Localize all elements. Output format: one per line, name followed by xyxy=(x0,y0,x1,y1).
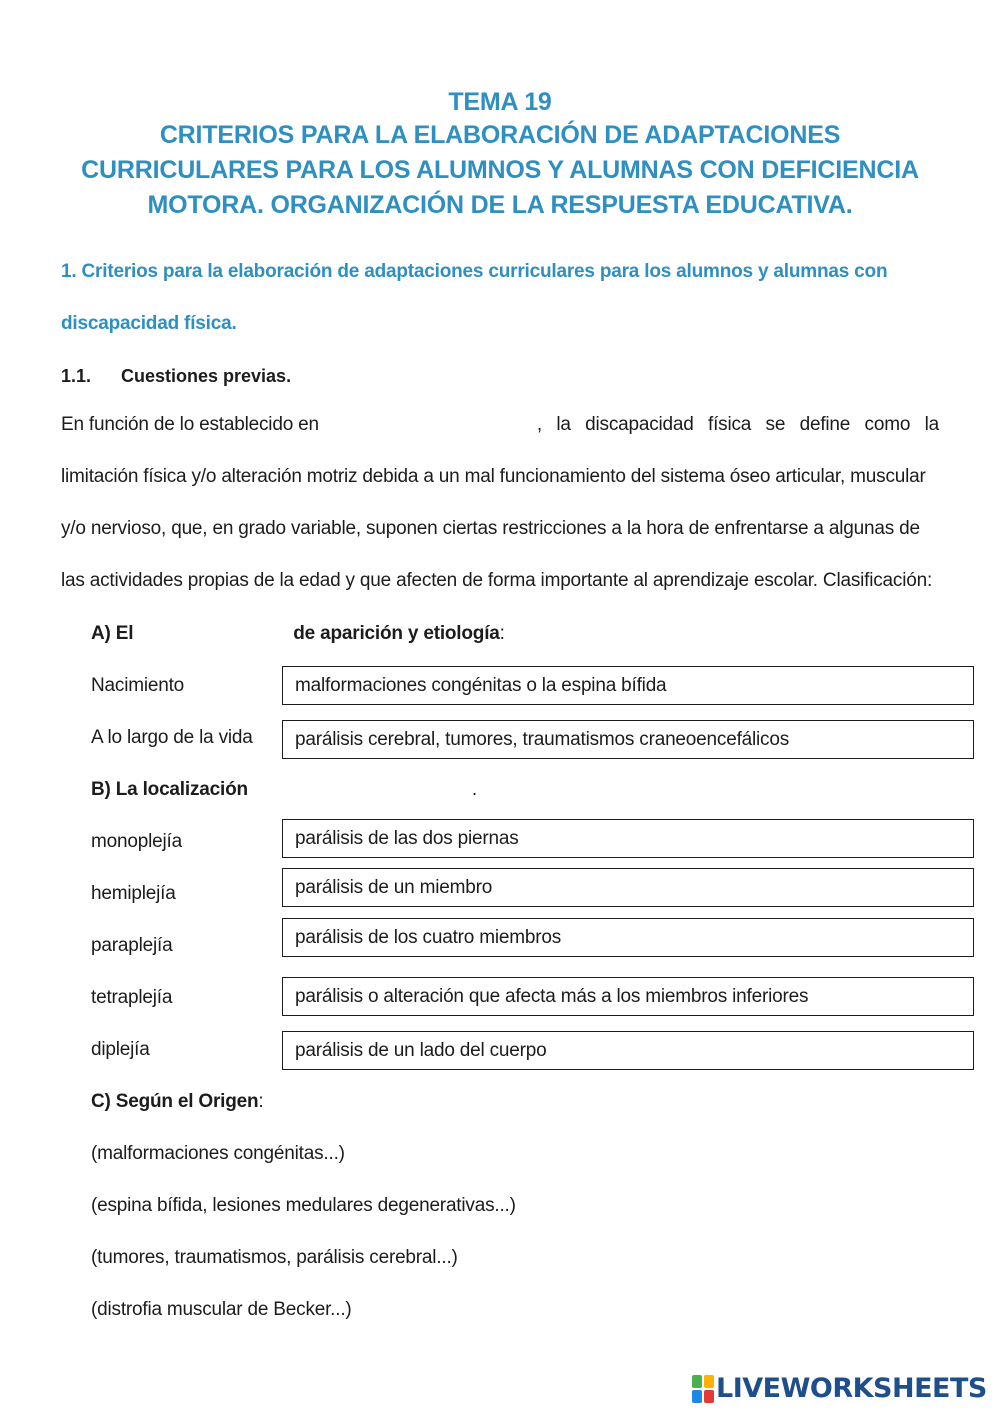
paragraph-line-1-start: En función de lo establecido en , xyxy=(61,414,542,435)
liveworksheets-logo-icon xyxy=(692,1375,714,1403)
title-line-1: TEMA 19 xyxy=(448,88,552,116)
word: física xyxy=(708,414,752,435)
answer-box-b-1[interactable]: parálisis de las dos piernas xyxy=(282,819,974,858)
word: la xyxy=(556,414,571,435)
section-b-label-1: monoplejía xyxy=(91,831,182,852)
subheading-number: 1.1. xyxy=(61,366,92,386)
paragraph-line-3: y/o nervioso, que, en grado variable, suponen ciertas restricciones a la hora de enfrentarse a algunas de xyxy=(61,518,920,539)
section-c-item-2: (espina bífida, lesiones medulares degenerativas...) xyxy=(91,1195,516,1216)
section-c-item-4: (distrofia muscular de Becker...) xyxy=(91,1299,352,1320)
subheading xyxy=(61,366,291,387)
answer-box-a-1[interactable]: malformaciones congénitas o la espina bífida xyxy=(282,666,974,705)
answer-box-b-4[interactable]: parálisis o alteración que afecta más a los miembros inferiores xyxy=(282,977,974,1016)
paragraph-line-4: las actividades propias de la edad y que afecten de forma importante al aprendizaje escolar. Clasificación: xyxy=(61,570,933,591)
subheading-text: Cuestiones previas. xyxy=(121,366,292,386)
section-b-label-3: paraplejía xyxy=(91,935,173,956)
title-line-2: CRITERIOS PARA LA ELABORACIÓN DE ADAPTACIONES xyxy=(159,121,841,149)
section-a-label-1: Nacimiento xyxy=(91,675,185,696)
liveworksheets-logo xyxy=(692,1373,987,1404)
section-b-label-4: tetraplejía xyxy=(91,987,173,1008)
paragraph-line-1 xyxy=(61,414,939,436)
answer-box-b-3[interactable]: parálisis de los cuatro miembros xyxy=(282,918,974,957)
section-c-item-3: (tumores, traumatismos, parálisis cerebral...) xyxy=(91,1247,458,1268)
word: como xyxy=(864,414,911,435)
answer-box-b-2[interactable]: parálisis de un miembro xyxy=(282,868,974,907)
paragraph-line-2: limitación física y/o alteración motriz debida a un mal funcionamiento del sistema óseo articular, muscular xyxy=(61,466,926,487)
word: se xyxy=(765,414,786,435)
word: la xyxy=(924,414,939,435)
section-heading-line-2: discapacidad física. xyxy=(61,313,237,334)
section-a-title: A) El de aparición y etiología: xyxy=(91,623,505,644)
section-c-title: C) Según el Origen: xyxy=(91,1091,264,1112)
section-heading-line-1: 1. Criterios para la elaboración de adaptaciones curriculares para los alumnos y alumnas con xyxy=(61,261,888,282)
section-c-item-1: (malformaciones congénitas...) xyxy=(91,1143,345,1164)
answer-box-b-5[interactable]: parálisis de un lado del cuerpo xyxy=(282,1031,974,1070)
word: define xyxy=(799,414,851,435)
logo-text: LIVEWORKSHEETS xyxy=(716,1373,987,1404)
word: discapacidad xyxy=(585,414,694,435)
title-line-3: CURRICULARES PARA LOS ALUMNOS Y ALUMNAS CON DEFICIENCIA xyxy=(81,156,919,184)
section-b-label-2: hemiplejía xyxy=(91,883,176,904)
answer-box-a-2[interactable]: parálisis cerebral, tumores, traumatismos craneoencefálicos xyxy=(282,720,974,759)
title-line-4: MOTORA. ORGANIZACIÓN DE LA RESPUESTA EDUCATIVA. xyxy=(147,191,853,219)
section-a-label-2: A lo largo de la vida xyxy=(91,727,253,748)
section-b-title: B) La localización . xyxy=(91,779,477,800)
section-b-label-5: diplejía xyxy=(91,1039,150,1060)
